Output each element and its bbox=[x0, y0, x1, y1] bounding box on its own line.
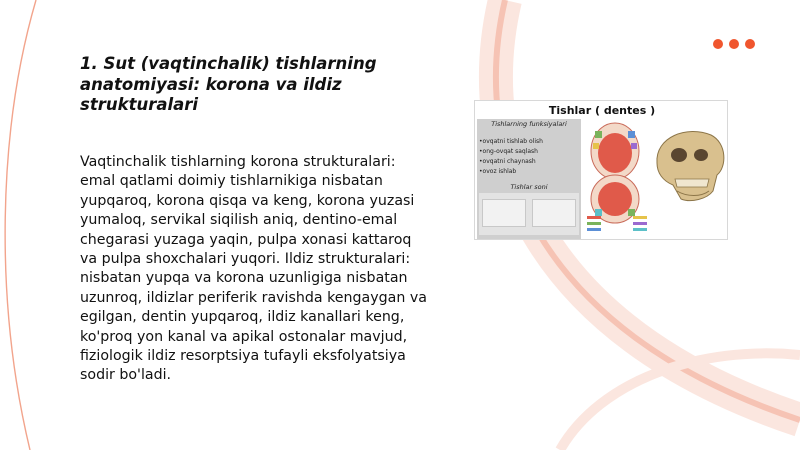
skull-illustration bbox=[647, 123, 728, 213]
function-item: • ong-ovqat saqlash bbox=[479, 147, 543, 157]
teeth-figure bbox=[474, 100, 728, 240]
figure-legend bbox=[583, 213, 727, 237]
tooth-count-heading: Tishlar soni bbox=[510, 183, 548, 191]
functions-heading: Tishlarning funksiyalari bbox=[491, 120, 567, 128]
dot-1 bbox=[713, 39, 723, 49]
slide-title: 1. Sut (vaqtinchalik) tishlarning anatomiyasi: korona va ildiz strukturalari bbox=[80, 54, 377, 114]
left-arc bbox=[5, 0, 36, 450]
dot-3 bbox=[745, 39, 755, 49]
figure-left-panel bbox=[477, 119, 581, 239]
legend-swatch bbox=[633, 222, 647, 225]
table-cell bbox=[482, 199, 526, 227]
bottom-arc bbox=[560, 353, 800, 450]
legend-swatch bbox=[633, 228, 647, 231]
figure-title: Tishlar ( dentes ) bbox=[548, 104, 656, 117]
legend-swatch bbox=[633, 216, 647, 219]
decorative-dots bbox=[713, 39, 755, 49]
functions-list bbox=[479, 137, 543, 177]
dot-2 bbox=[729, 39, 739, 49]
table-cell bbox=[532, 199, 576, 227]
legend-swatch bbox=[587, 222, 601, 225]
legend-swatch bbox=[587, 228, 601, 231]
function-item: • ovqatni chaynash bbox=[479, 157, 543, 167]
function-item: • ovqatni tishlab olish bbox=[479, 137, 543, 147]
function-item: • ovoz ishlab bbox=[479, 167, 543, 177]
tooth-count-table bbox=[479, 193, 579, 235]
slide-body-text: Vaqtinchalik tishlarning korona strukturalari: emal qatlami doimiy tishlarnikiga nisbatan yupqaroq, korona qisqa va keng, korona yuzasi yumaloq, servikal siqilish aniq, dentino-emal chegarasi yuzaga yaqin, pulpa xonasi kattaroq va pulpa shoxchalari yuqori. Ildiz strukturalari: nisbatan yupqa va korona uzunligiga nisbatan uzunroq, ildizlar periferik ravishda kengaygan va egilgan, dentin yupqaroq, ildiz kanallari keng, ko'proq yon kanal va apikal ostonalar mavjud, fiziologik ildiz resorptsiya tufayli eksfolyatsiya sodir bo'ladi. bbox=[80, 154, 427, 384]
legend-swatch bbox=[587, 216, 601, 219]
